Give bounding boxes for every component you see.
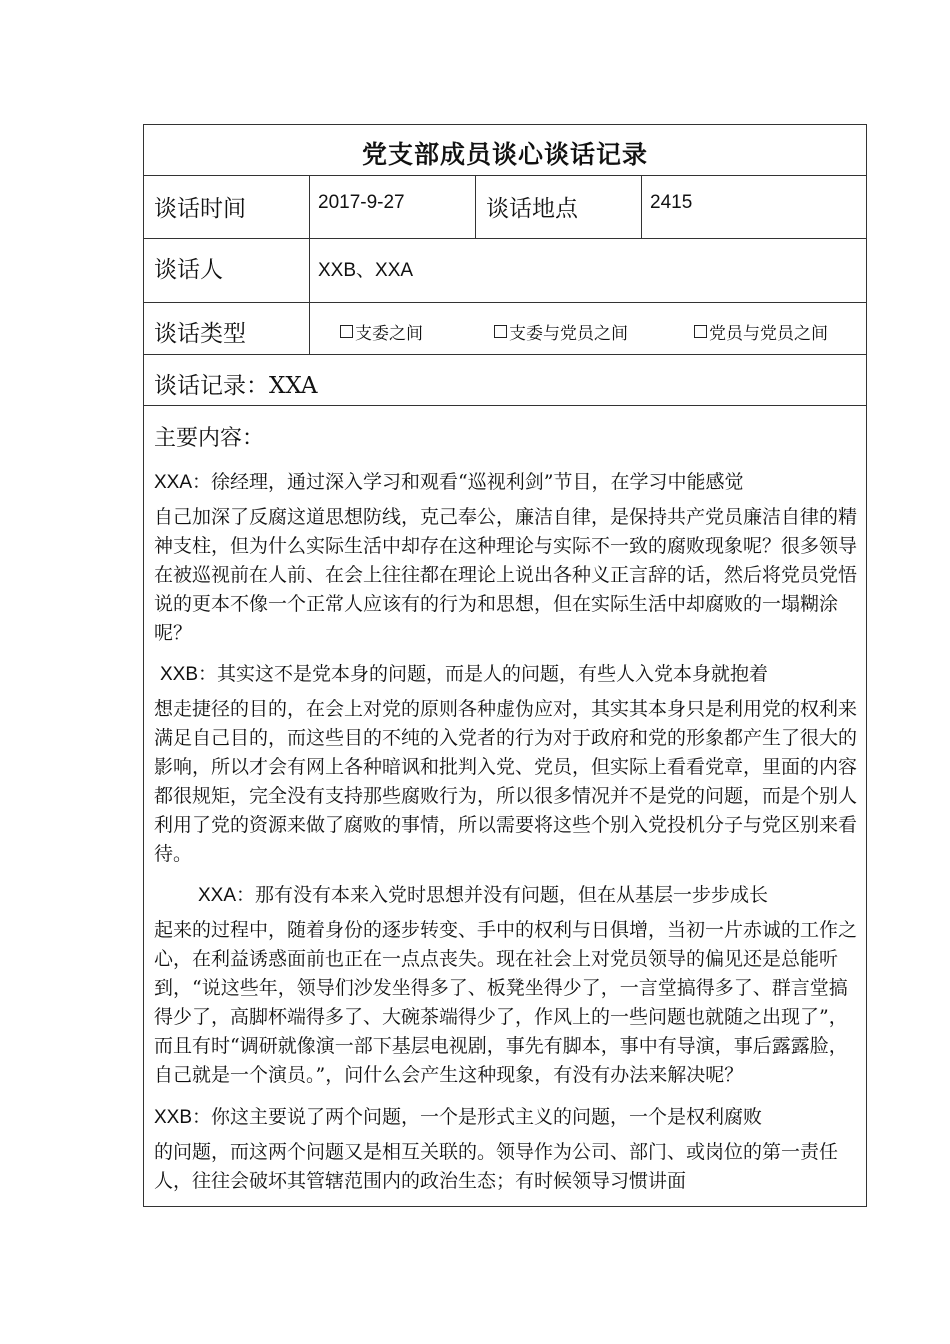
type-label-cell [144, 303, 310, 354]
place-value-cell [642, 176, 866, 238]
dialogue-paragraph [154, 1103, 859, 1196]
paragraph-first-line [154, 660, 859, 689]
place-value: 2415 [650, 192, 693, 213]
person-label-cell [144, 239, 310, 302]
paragraph-body: 想走捷径的目的，在会上对党的原则各种虚伪应对，其实其本身只是利用党的权利来满足自己目的，而这些目的不纯的入党者的行为对于政府和党的形象都产生了很大的影响，所以才会有网上各种暗讽和批判入党、党员，但实际上看看党章，里面的内容都很规矩，完全没有支持那些腐败行为，所以很多情况并不是党的问题，而是个别人利用了党的资源来做了腐败的事情，所以需要将这些个别入党投机分子与党区别来看待。 [154, 698, 858, 865]
paragraph-first-text: ：那有没有本来入党时思想并没有问题，但在从基层一步步成长 [236, 884, 769, 906]
dialogue-paragraph [154, 881, 859, 1090]
paragraph-first-line [154, 881, 859, 910]
speaker-name: XXA [198, 885, 237, 906]
checkbox-icon[interactable] [340, 325, 353, 338]
record-table [143, 124, 867, 1207]
record-row [144, 355, 866, 406]
paragraph-first-text: ：你这主要说了两个问题，一个是形式主义的问题，一个是权利腐败 [192, 1106, 763, 1128]
paragraph-body: 起来的过程中，随着身份的逐步转变、手中的权利与日俱增，当初一片赤诚的工作之心，在利益诱惑面前也正在一点点丧失。现在社会上对党员领导的偏见还是总能听到，“说这些年，领导们沙发坐得多了、板凳坐得少了，一言堂搞得多了、群言堂搞得少了，高脚杯端得多了、大碗茶端得少了，作风上的一些问题也就随之出现了”，而且有时“调研就像演一部下基层电视剧，事先有脚本，事中有导演，事后露露脸，自己就是一个演员。”，问什么会产生这种现象，有没有办法来解决呢？ [154, 919, 858, 1086]
type-option-label: 支委与党员之间 [509, 324, 628, 344]
paragraph-first-line [154, 1103, 859, 1132]
type-option-label: 支委之间 [355, 324, 423, 344]
document-title: 党支部成员谈心谈话记录 [361, 140, 648, 169]
paragraph-first-text: ：徐经理，通过深入学习和观看“巡视利剑”节目，在学习中能感觉 [192, 471, 744, 493]
type-option-committee-member[interactable] [494, 319, 628, 344]
time-value-cell [310, 176, 476, 238]
time-label-cell [144, 176, 310, 238]
person-value: XXB、XXA [318, 260, 414, 281]
checkbox-icon[interactable] [694, 325, 707, 338]
title-row [144, 125, 866, 176]
main-content [144, 406, 866, 1206]
speaker-name: XXA [154, 472, 193, 493]
main-content-label: 主要内容： [154, 426, 265, 451]
dialogue-paragraph [154, 660, 859, 869]
dialogue-paragraph [154, 468, 859, 648]
type-label: 谈话类型 [154, 321, 246, 347]
person-label: 谈话人 [154, 257, 223, 283]
paragraph-first-line [154, 468, 859, 497]
speaker-name: XXB [160, 664, 199, 685]
time-value: 2017-9-27 [318, 192, 405, 213]
type-options-cell [310, 303, 866, 354]
time-place-row [144, 176, 866, 239]
paragraph-body: 的问题，而这两个问题又是相互关联的。领导作为公司、部门、或岗位的第一责任人，往往会破坏其管辖范围内的政治生态；有时候领导习惯讲面 [154, 1141, 839, 1192]
paragraph-first-text: ：其实这不是党本身的问题，而是人的问题，有些人入党本身就抱着 [198, 663, 769, 685]
paragraph-body: 自己加深了反腐这道思想防线，克己奉公，廉洁自律，是保持共产党员廉洁自律的精神支柱，但为什么实际生活中却存在这种理论与实际不一致的腐败现象呢？很多领导在被巡视前在人前、在会上往往都在理论上说出各种义正言辞的话，然后将党员党悟说的更本不像一个正常人应该有的行为和思想，但在实际生活中却腐败的一塌糊涂呢？ [154, 506, 858, 644]
record-label: 谈话记录：XXA [154, 373, 318, 399]
time-label: 谈话时间 [154, 196, 246, 222]
speaker-name: XXB [154, 1107, 193, 1128]
person-row [144, 239, 866, 303]
place-label: 谈话地点 [486, 196, 578, 222]
place-label-cell [476, 176, 642, 238]
type-option-committee[interactable] [340, 319, 423, 344]
type-option-member-member[interactable] [694, 319, 828, 344]
type-row [144, 303, 866, 355]
type-option-label: 党员与党员之间 [709, 324, 828, 344]
checkbox-icon[interactable] [494, 325, 507, 338]
person-value-cell [310, 239, 866, 302]
